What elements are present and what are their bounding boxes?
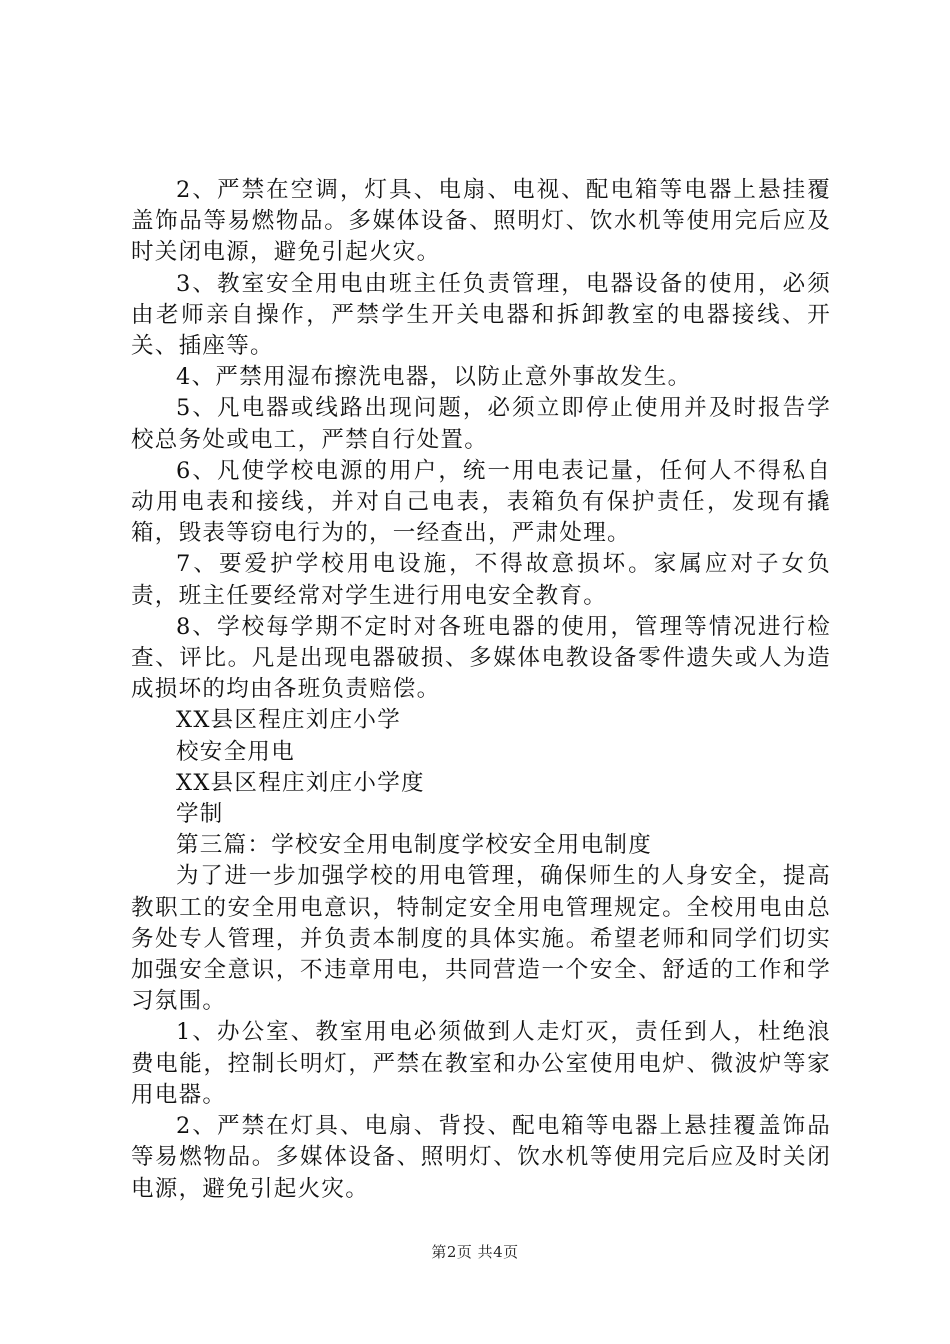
fragment-line-2: 学制 [176,801,224,828]
paragraph-rule-2: 2、严禁在空调，灯具、电扇、电视、配电箱等电器上悬挂覆盖饰品等易燃物品。多媒体设备、照明灯、饮水机等使用完后应及时关闭电源，避免引起火灾。 [131,177,831,266]
paragraph-rule-3: 3、教室安全用电由班主任负责管理，电器设备的使用，必须由老师亲自操作，严禁学生开关电器和拆卸教室的电器接线、开关、插座等。 [131,270,831,360]
paragraph-rule-4: 4、严禁用湿布擦洗电器，以防止意外事故发生。 [176,364,692,391]
section-heading: 第三篇：学校安全用电制度学校安全用电制度 [176,832,653,859]
paragraph-rule-6: 6、凡使学校电源的用户，统一用电表记量，任何人不得私自动用电表和接线，并对自己电表，表箱负有保护责任，发现有撬箱，毁表等窃电行为的，一经查出，严肃处理。 [131,457,831,547]
paragraph-rule-8: 8、学校每学期不定时对各班电器的使用，管理等情况进行检查、评比。凡是出现电器破损、多媒体电教设备零件遗失或人为造成损坏的均由各班负责赔偿。 [131,613,831,703]
paragraph-rule-1-b: 1、办公室、教室用电必须做到人走灯灭，责任到人，杜绝浪费电能，控制长明灯，严禁在教室和办公室使用电炉、微波炉等家用电器。 [131,1019,831,1108]
school-name-line: XX县区程庄刘庄小学 [176,707,402,734]
document-body [131,175,831,1205]
fragment-line-1: 校安全用电 [176,738,296,765]
page-number: 第2页 共4页 [431,1243,519,1261]
paragraph-rule-2-b: 2、严禁在灯具、电扇、背投、配电箱等电器上悬挂覆盖饰品等易燃物品。多媒体设备、照明灯、饮水机等使用完后应及时关闭电源，避免引起火灾。 [131,1113,831,1202]
paragraph-rule-7: 7、要爱护学校用电设施，不得故意损坏。家属应对子女负责，班主任要经常对学生进行用电安全教育。 [131,551,831,609]
paragraph-intro: 为了进一步加强学校的用电管理，确保师生的人身安全，提高教职工的安全用电意识，特制定安全用电管理规定。全校用电由总务处专人管理，并负责本制度的具体实施。希望老师和同学们切实加强安全意识，不违章用电，共同营造一个安全、舒适的工作和学习氛围。 [131,863,831,1015]
school-name-line-2: XX县区程庄刘庄小学度 [176,769,425,796]
paragraph-rule-5: 5、凡电器或线路出现问题，必须立即停止使用并及时报告学校总务处或电工，严禁自行处置。 [131,395,831,453]
